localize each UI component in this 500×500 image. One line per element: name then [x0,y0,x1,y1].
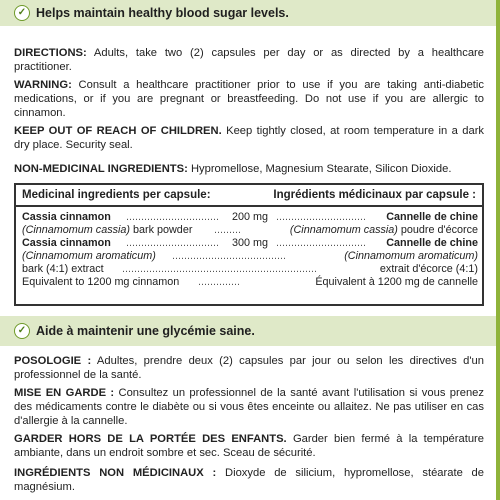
row2-en-latin: (Cinnamomum cassia) [22,224,130,236]
row2-fr [290,224,478,237]
keep-para [14,124,484,152]
table-row [22,263,478,276]
row3-fr: Cannelle de chine [386,237,478,249]
row6-en: Equivalent to 1200 mg cinnamon [22,276,180,288]
table-header [16,185,482,207]
row4-en: (Cinnamomum aromaticum) [22,250,156,262]
mise-label: MISE EN GARDE : [14,387,115,399]
row2-fr-latin: (Cinnamomum cassia) [289,224,398,236]
garder-text: Garder bien fermé à la température ambiante, dans un endroit sombre et sec. Sceau de sécurité. [14,433,485,459]
table-header-fr: Ingrédients médicinaux par capsule : [273,189,476,201]
nonmed-text: Hypromellose, Magnesium Stearate, Silicon Dioxide. [190,163,452,175]
row2-fr-part: poudre d'écorce [397,224,478,236]
ingr-label: INGRÉDIENTS NON MÉDICINAUX : [14,467,217,479]
check-circle-icon: ✓ [14,323,30,339]
green-edge-stripe [496,0,500,500]
mise-text: Consultez un professionnel de la santé avant l'utilisation si vous prenez des médicaments contre le diabète ou si vous êtes enceinte ou allaitez. Ne pas utiliser en cas d'allergie à la cannelle. [14,387,484,427]
row6-fr: Équivalent à 1200 mg de cannelle [315,276,478,288]
banner-fr-heading [14,322,255,340]
posologie-para [14,354,484,382]
keep-label: KEEP OUT OF REACH OF CHILDREN. [14,125,222,137]
row2-en [22,224,192,237]
table-row [22,276,478,289]
table-header-en: Medicinal ingredients per capsule: [22,189,211,201]
row4-fr: (Cinnamomum aromaticum) [344,250,478,262]
banner-en-heading [14,4,289,22]
table-row [22,237,478,250]
row6-dots: .............. [198,276,240,288]
nonmed-para [14,162,484,176]
row5-fr: extrait d'écorce (4:1) [379,263,478,275]
row3-dose: 300 mg [232,237,269,249]
directions-para [14,46,484,74]
row5-dots: ................................................................. [122,263,317,275]
directions-label: DIRECTIONS: [14,47,87,59]
nonmed-label: NON-MEDICINAL INGREDIENTS: [14,163,188,175]
ingr-text: Dioxyde de silicium, hypromellose, stéarate de magnésium. [14,467,485,493]
table-row [22,224,478,237]
row1-en: Cassia cinnamon [22,211,111,223]
table-row [22,211,478,224]
ingr-para [14,466,484,494]
warning-label: WARNING: [14,79,72,91]
row2-en-part: bark powder [130,224,193,236]
garder-para [14,432,484,460]
posologie-text: Adultes, prendre deux (2) capsules par jour ou selon les directives d'un professionnel de la santé. [14,355,484,381]
check-circle-icon: ✓ [14,5,30,21]
row1-dose: 200 mg [232,211,269,223]
banner-en-text: Helps maintain healthy blood sugar levels. [36,6,289,20]
row3-dots2: .............................. [276,237,366,249]
row3-dots: ............................... [126,237,219,249]
garder-label: GARDER HORS DE LA PORTÉE DES ENFANTS. [14,433,287,445]
row4-dots: ...................................... [172,250,286,262]
warning-para [14,78,484,120]
row1-fr: Cannelle de chine [386,211,478,223]
row2-dots: ......... [214,224,241,236]
table-row [22,250,478,263]
row1-dots: ............................... [126,211,219,223]
directions-text: Adults, take two (2) capsules per day or as directed by a healthcare practitioner. [14,47,484,73]
ingredients-table [14,183,484,306]
row3-en: Cassia cinnamon [22,237,111,249]
mise-para [14,386,484,428]
banner-fr-text: Aide à maintenir une glycémie saine. [36,324,255,338]
warning-text: Consult a healthcare practitioner prior to use if you are taking anti-diabetic medications, or if you are pregnant or breastfeeding. Do not use if you are allergic to cinnamon. [14,79,484,119]
row5-en: bark (4:1) extract [22,263,104,275]
posologie-label: POSOLOGIE : [14,355,92,367]
keep-text: Keep tightly closed, at room temperature in a dark dry place. Security seal. [14,125,485,151]
row1-dots2: .............................. [276,211,366,223]
